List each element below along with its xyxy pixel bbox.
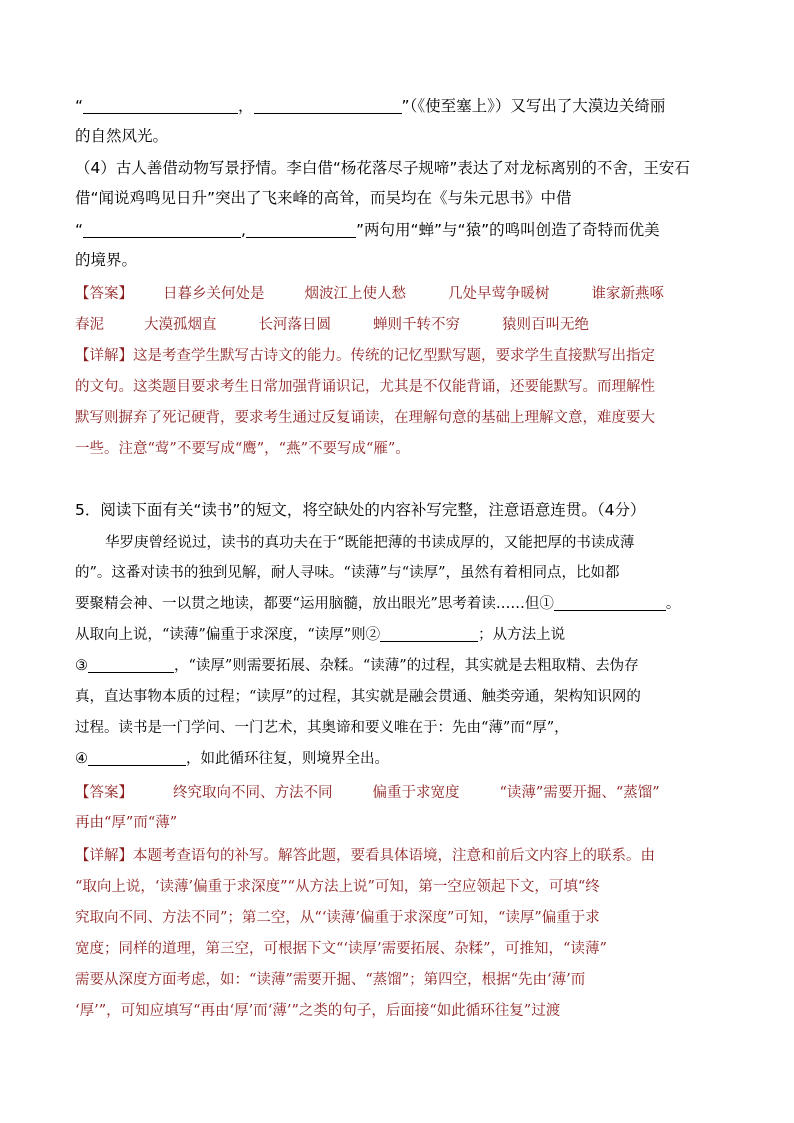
answer-item: 偏重于求宽度 [372,785,460,801]
detail-tag: 【详解】 [75,848,133,864]
blank-line [246,221,356,238]
answer-item: 猿则百叫无绝 [502,317,589,333]
q4-answer-row-2 [75,315,589,335]
q5-passage-line: 华罗庚曾经说过，读书的真功夫在于“既能把薄的书读成厚的，又能把厚的书读成薄 [105,535,635,551]
blank-line [83,221,241,238]
answer-item: 蝉则千转不穷 [373,317,460,333]
q4-line-3: （4）古人善借动物写景抒情。李白借“杨花落尽子规啼”表达了对龙标离别的不舍，王安石 [75,159,690,177]
answer-tag: 【答案】 [75,785,133,801]
answer-item: 春泥 [75,317,104,333]
answer-item: 大漠孤烟直 [144,317,217,333]
q5-detail-line: ‘厚’”，可知应填写“再由‘厚’而‘薄’”之类的句子，后面接“如此循环往复”过渡 [75,1003,561,1019]
blank-line [254,97,402,114]
answer-item: 长河落日圆 [258,317,331,333]
q5-passage-line: 从取向上说，“读薄”偏重于求深度，“读厚”则② ；从方法上说 [75,627,566,643]
answer-tag: 【答案】 [75,286,133,302]
q4-line-5: “ , ”两句用“蝉”与“猿”的鸣叫创造了奇特而优美 [75,221,660,239]
q5-detail-line: 需要从深度方面考虑，如：“读薄”需要开掘、“蒸馏”；第四空，根据“先由‘薄’而 [75,972,586,988]
q5-detail-line: “取向上说，‘读薄’偏重于求深度”“从方法上说”可知，第一空应领起下文，可填“终 [75,879,600,895]
q5-passage-line: 要聚精会神、一以贯之地读，都要“运用脑髓，放出眼光”思考着读……但① 。 [75,596,681,612]
answer-item: 烟波江上使人愁 [304,286,406,302]
q4-detail-line: 一些。注意“莺”不要写成“鹰”，“燕”不要写成“雁”。 [75,441,410,457]
blank-line [83,97,238,114]
answer-item: 谁家新燕啄 [591,286,664,302]
q5-passage-line: 的”。这番对读书的独到见解，耐人寻味。“读薄”与“读厚”，虽然有着相同点，比如都 [75,565,620,581]
answer-item: 日暮乡关何处是 [163,286,265,302]
q4-line-2: 的自然风光。 [75,127,169,145]
answer-item: “读薄”需要开掘、“蒸馏” [499,785,660,801]
blank-line [88,749,186,766]
blank-line [88,656,174,673]
q5-answer-row-2: 再由“厚”而“薄” [75,815,178,831]
blank-line [554,594,666,611]
answer-item: 几处早莺争暖树 [448,286,550,302]
q5-passage-line: 真，直达事物本质的过程；“读厚”的过程，其实就是融会贯通、触类旁通，架构知识网的 [75,689,641,705]
q5-passage-line: ③ ，“读厚”则需要拓展、杂糅。“读薄”的过程，其实就是去粗取精、去伪存 [75,658,639,674]
q5-detail-line: 究取向不同、方法不同”；第二空，从“‘读薄’偏重于求深度”可知，“读厚”偏重于求 [75,910,600,926]
q5-detail-line: 宽度；同样的道理，第三空，可根据下文“‘读厚’需要拓展、杂糅”，可推知，“读薄” [75,941,607,957]
q5-passage-line: ④ ，如此循环往复，则境界全出。 [75,751,389,767]
q5-passage-line: 过程。读书是一门学问、一门艺术，其奥谛和要义唯在于：先由“薄”而“厚”， [75,720,569,736]
detail-tag: 【详解】 [75,348,133,364]
blank-line [380,625,478,642]
q4-answer-row-1 [75,284,664,304]
q4-detail-line: 默写则摒弃了死记硬背，要求考生通过反复诵读，在理解句意的基础上理解文意，难度要大 [75,410,655,426]
q5-answer-row-1 [75,783,660,803]
q4-line-1: “ ， ”（《使至塞上》）又写出了大漠边关绮丽 [75,97,666,115]
q5-detail-line: 【详解】本题考查语句的补写。解答此题，要看具体语境，注意和前后文内容上的联系。由 [75,848,655,864]
q4-detail-line: 的文句。这类题目要求考生日常加强背诵识记，尤其是不仅能背诵，还要能默写。而理解性 [75,379,655,395]
q4-detail-line: 【详解】这是考查学生默写古诗文的能力。传统的记忆型默写题，要求学生直接默写出指定 [75,348,655,364]
q4-line-6: 的境界。 [75,251,138,269]
q5-title: 5．阅读下面有关“读书”的短文，将空缺处的内容补写完整，注意语意连贯。（4分） [75,501,646,519]
q4-line-4: 借“闻说鸡鸣见日升”突出了飞来峰的高耸，而吴均在《与朱元思书》中借 [75,189,572,207]
answer-item: 终究取向不同、方法不同 [173,785,333,801]
